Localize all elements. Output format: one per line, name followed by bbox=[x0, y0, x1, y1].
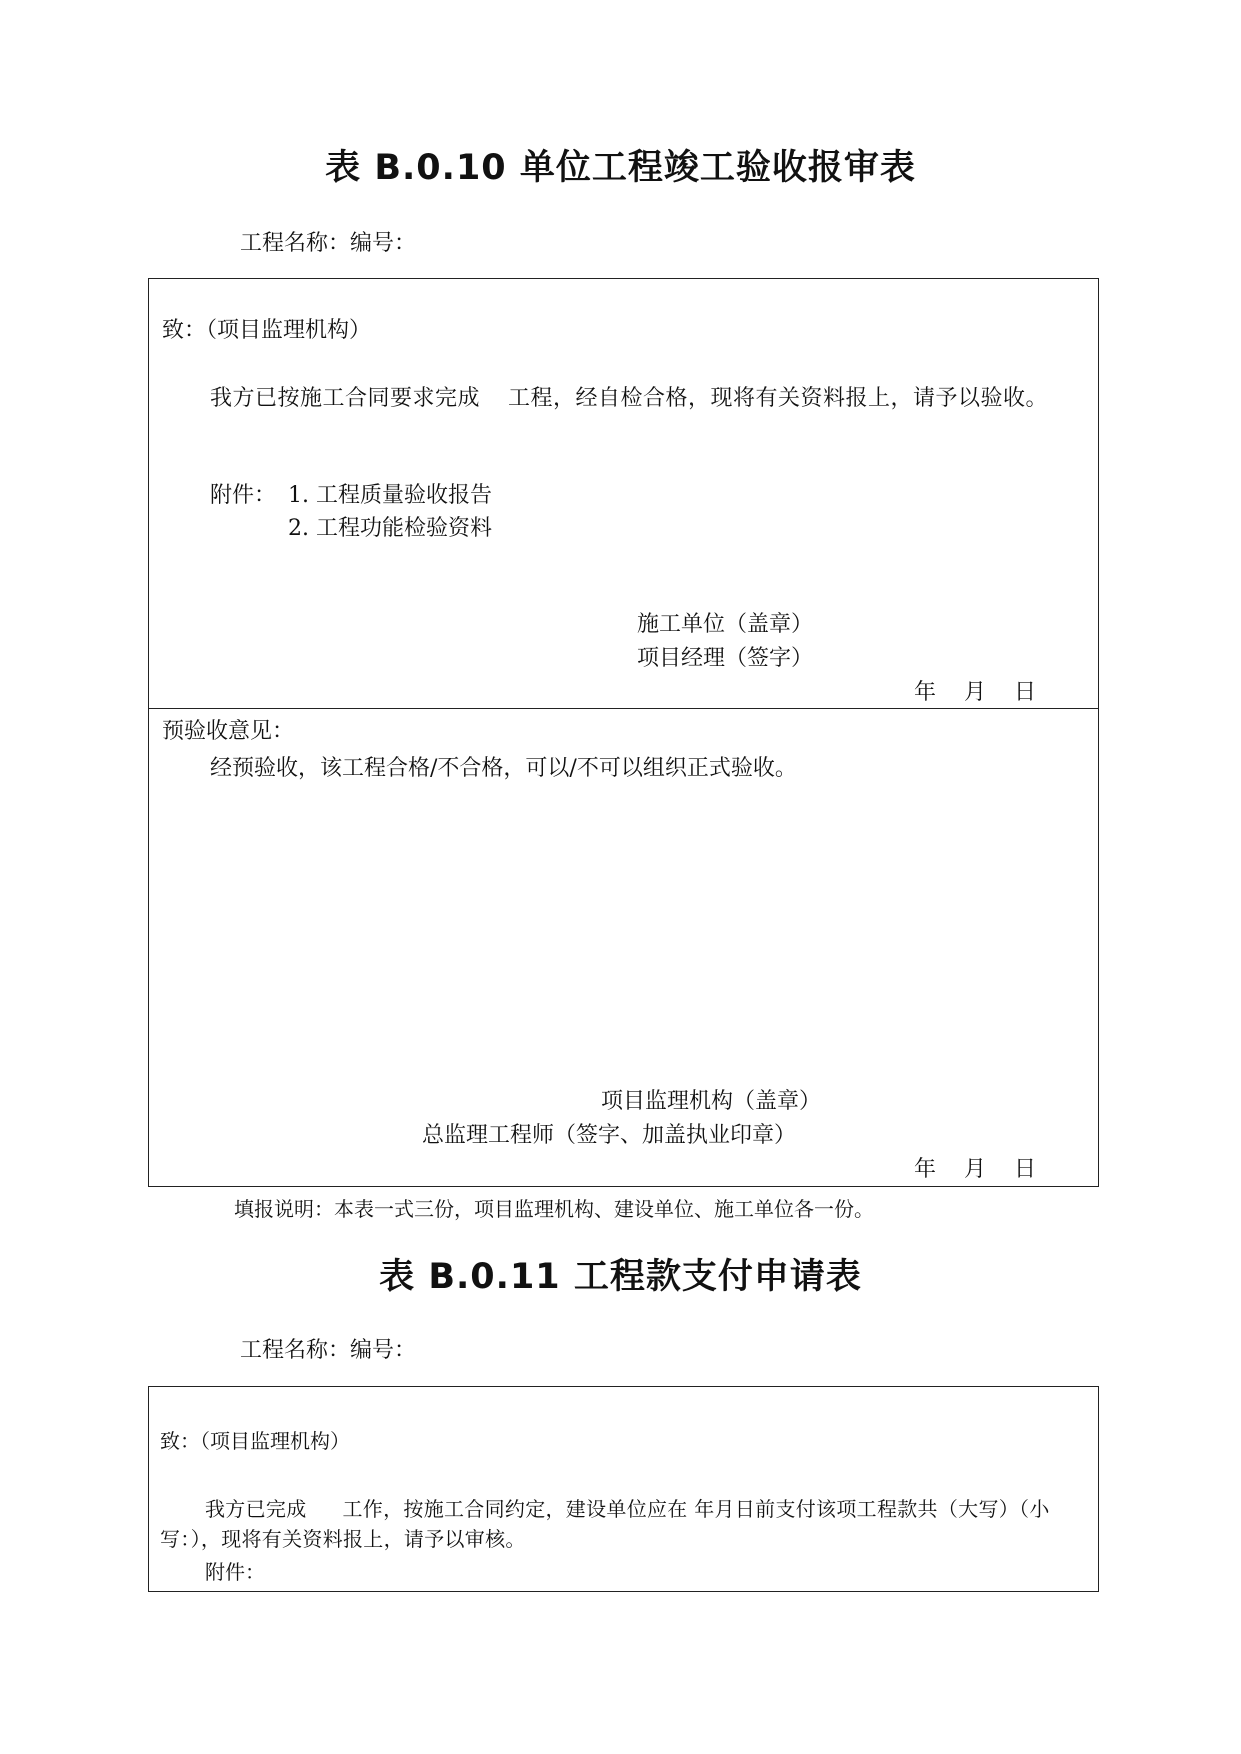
form2-body-a: 我方已完成 bbox=[205, 1497, 307, 1521]
form2-body-paragraph bbox=[160, 1494, 1095, 1554]
form1-body-a: 我方已按施工合同要求完成 bbox=[210, 386, 481, 411]
form1-to-line: 致：（项目监理机构） bbox=[162, 318, 372, 343]
form1-attach-label: 附件： bbox=[210, 483, 277, 508]
form1-date-1: 年 月 日 bbox=[914, 680, 1036, 705]
form1-project-line: 工程名称：编号： bbox=[240, 231, 417, 256]
form1-contractor-unit: 施工单位（盖章） bbox=[637, 612, 814, 637]
form2-attach-label: 附件： bbox=[205, 1560, 265, 1584]
form2-title: 表 B.0.11 工程款支付申请表 bbox=[379, 1257, 862, 1297]
form1-chief-engineer: 总监理工程师（签字、加盖执业印章） bbox=[422, 1123, 797, 1148]
form1-opinion-label: 预验收意见： bbox=[162, 719, 295, 744]
form1-body-b: 工程，经自检合格，现将有关资料报上，请予以验收。 bbox=[508, 386, 1049, 411]
form1-title: 表 B.0.10 单位工程竣工验收报审表 bbox=[325, 148, 916, 188]
form1-supervisor-org: 项目监理机构（盖章） bbox=[601, 1089, 822, 1114]
form1-date-2: 年 月 日 bbox=[914, 1157, 1036, 1182]
form1-body-paragraph bbox=[162, 382, 1092, 416]
form2-project-line: 工程名称：编号： bbox=[240, 1338, 417, 1363]
form1-opinion-text: 经预验收，该工程合格/不合格，可以/不可以组织正式验收。 bbox=[210, 756, 797, 781]
form1-project-manager: 项目经理（签字） bbox=[637, 646, 814, 671]
form1-row-divider bbox=[148, 708, 1099, 709]
form1-note: 填报说明：本表一式三份，项目监理机构、建设单位、施工单位各一份。 bbox=[234, 1197, 874, 1221]
form2-table bbox=[148, 1386, 1099, 1592]
form2-to-line: 致：（项目监理机构） bbox=[160, 1429, 350, 1453]
form2-body-b: 工作，按施工合同约定，建设单位应在 年月日前支付该项工程款共（大写）（小写：），现将有关资料报上，请予以审核。 bbox=[160, 1497, 1050, 1551]
form1-attach-item-1: 1. 工程质量验收报告 bbox=[288, 483, 492, 508]
form1-attach-item-2: 2. 工程功能检验资料 bbox=[288, 516, 492, 541]
